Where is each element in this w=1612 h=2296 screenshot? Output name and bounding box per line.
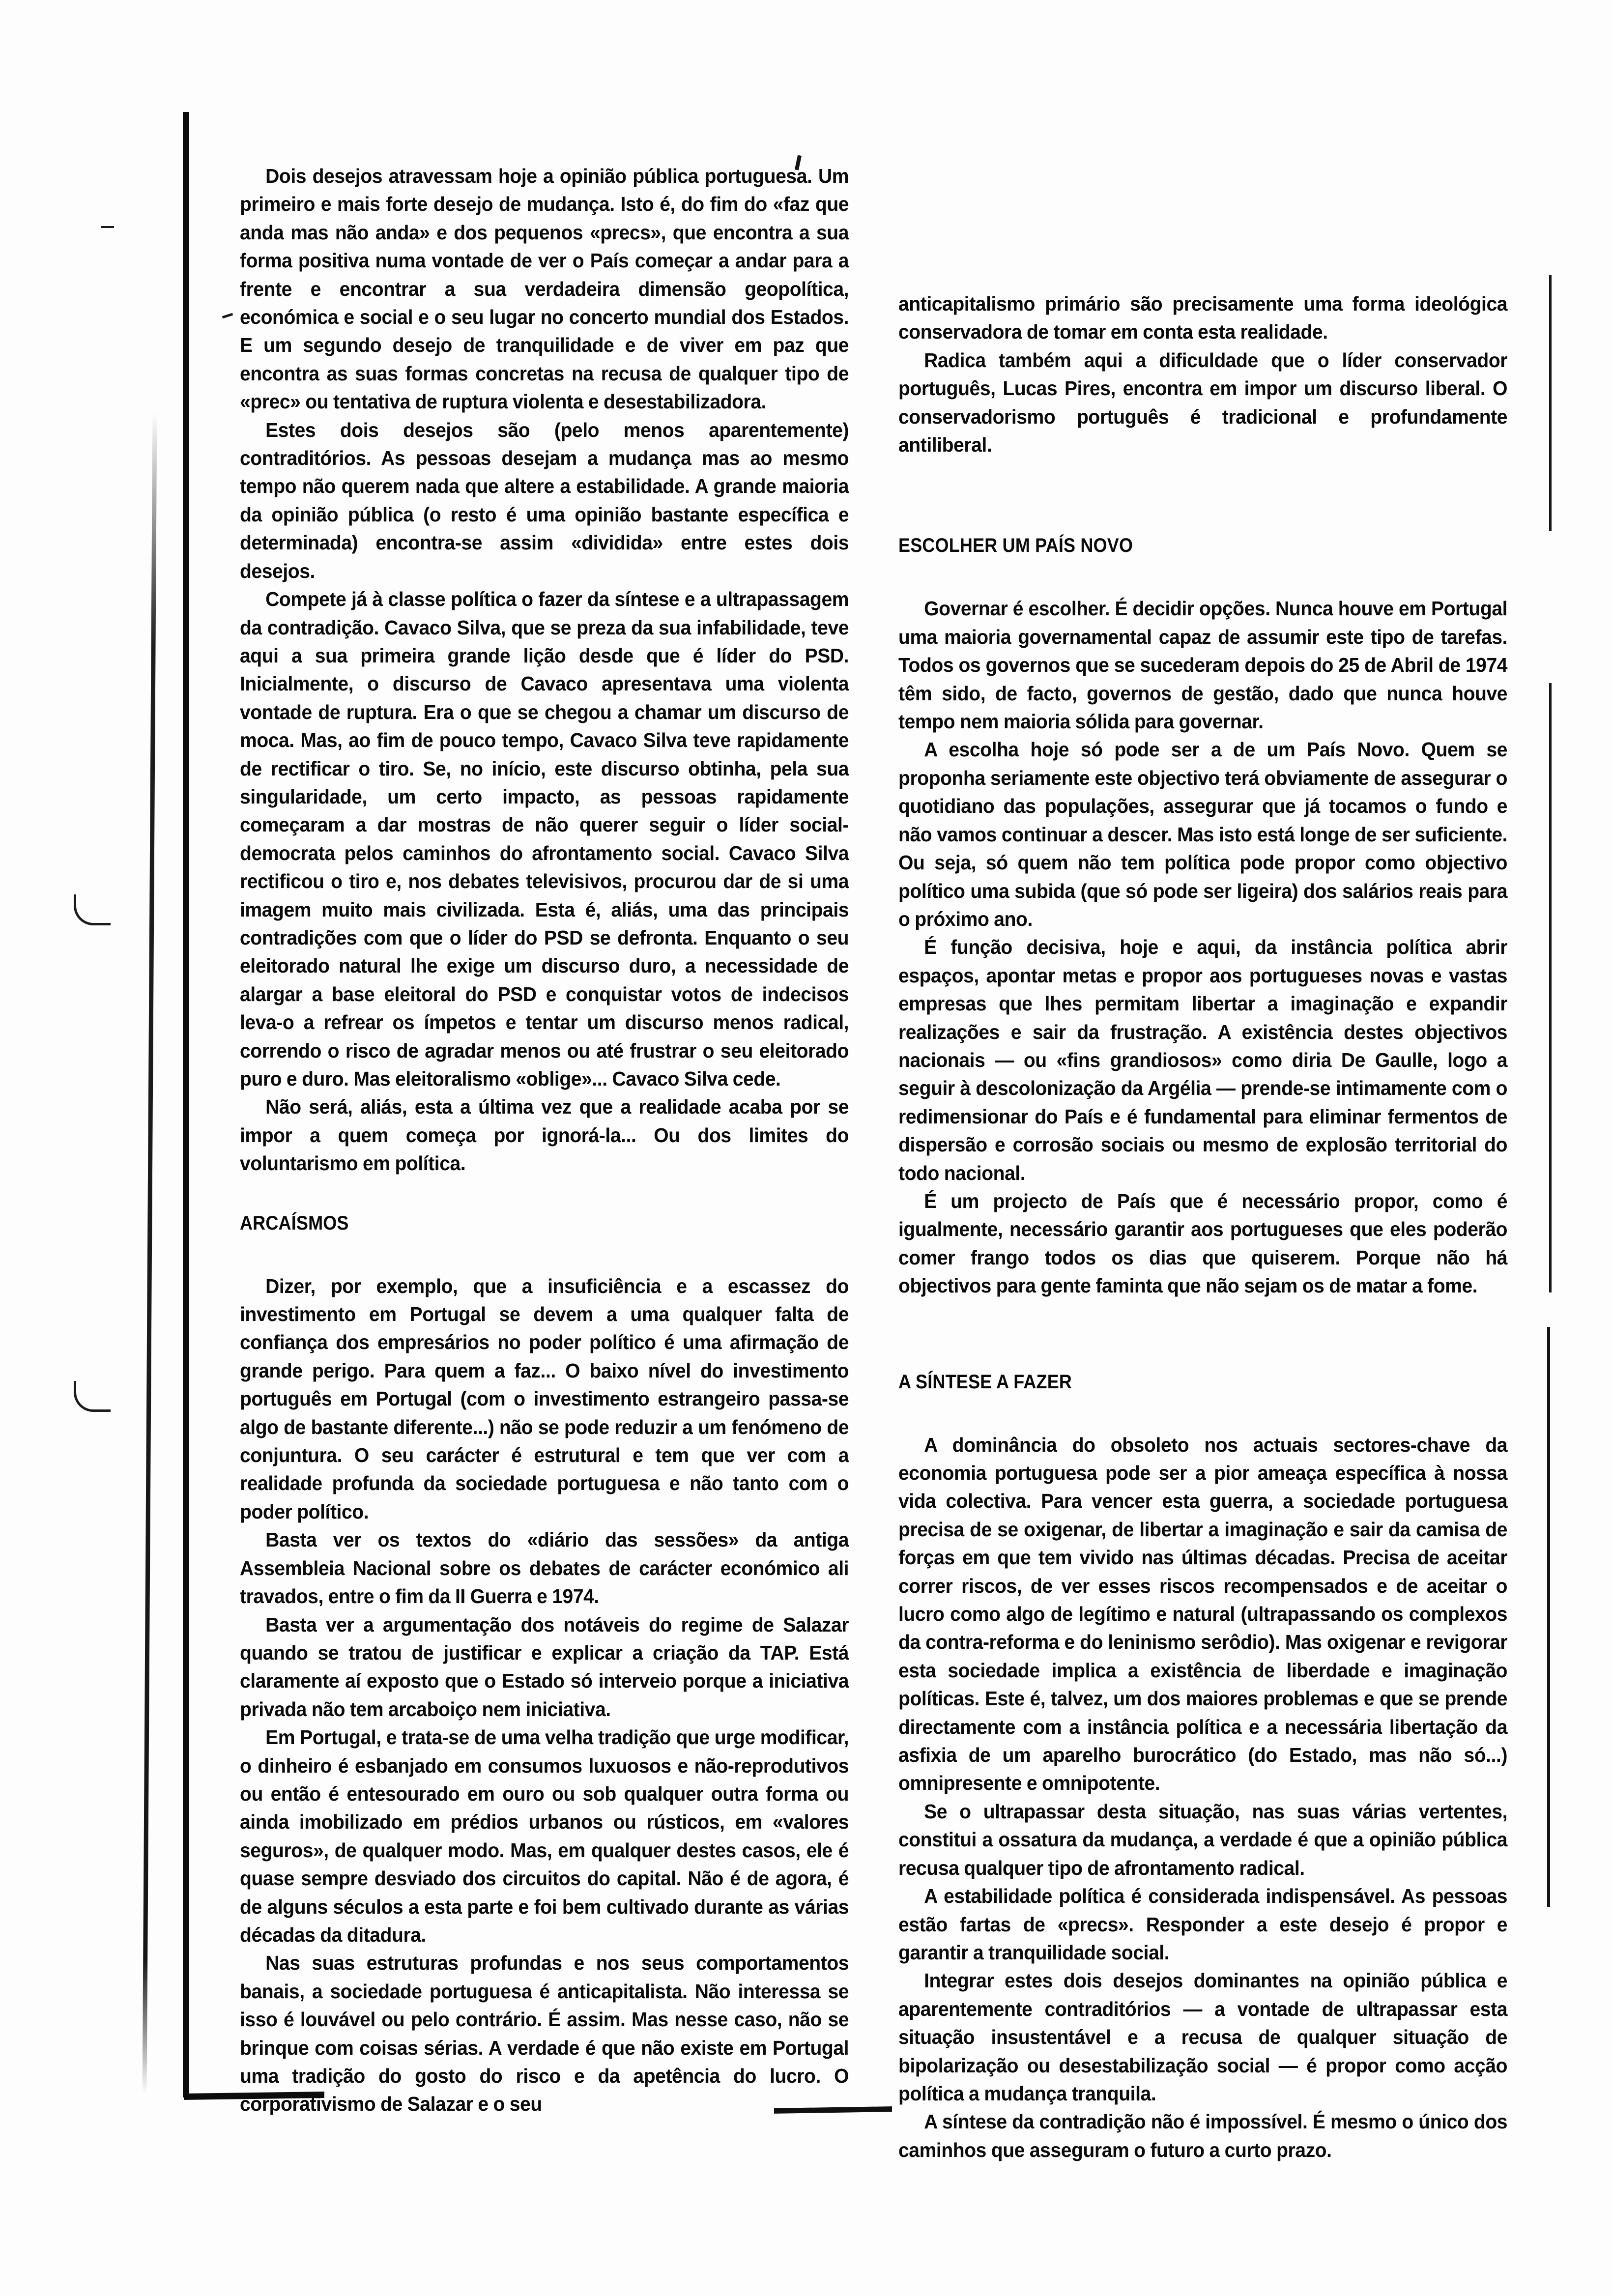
section-heading-a-sintese-a-fazer: A SÍNTESE A FAZER [898, 1371, 1072, 1393]
scan-mark-dash [222, 313, 233, 319]
paragraph: Radica também aqui a dificuldade que o líder conservador português, Lucas Pires, encontra em impor um discurso liberal. O conservadorismo português é tradicional e profundamente antiliberal. [898, 348, 1508, 457]
scan-mark-curve-upper [74, 894, 111, 925]
paragraph: Estes dois desejos são (pelo menos aparentemente) contraditórios. As pessoas desejam a mudança mas ao mesmo tempo não querem nada que altere a estabilidade. A grande maioria da opinião pública (o resto é uma opinião bastante específica e determinada) encontra-se assim «dividida» entre estes dois desejos. [240, 418, 849, 582]
paragraph: É um projecto de País que é necessário propor, como é igualmente, necessário garantir aos portugueses que eles poderão comer frango todos os dias que quiserem. Porque não há objectivos para gente faminta que não sejam os de matar a fome. [898, 1189, 1508, 1297]
paragraph: Dois desejos atravessam hoje a opinião pública portuguesa. Um primeiro e mais forte desejo de mudança. Isto é, do fim do «faz que anda mas não anda» e dos pequenos «precs», que encontra a sua forma positiva numa vontade de ver o País começar a andar para a frente e encontrar a sua verdadeira dimensão geopolítica, económica e social e o seu lugar no concerto mundial dos Estados. E um segundo desejo de tranquilidade e de viver em paz que encontra as suas formas concretas na recusa de qualquer tipo de «prec» ou tentativa de ruptura violenta e desestabilizadora. [240, 165, 849, 413]
paragraph-continued: anticapitalismo primário são precisamente uma forma ideológica conservadora de tomar em conta esta realidade. [898, 292, 1508, 344]
paragraph: Basta ver a argumentação dos notáveis do regime de Salazar quando se tratou de justificar e explicar a criação da TAP. Está claramente aí exposto que o Estado só interveio porque a iniciativa privada não tem arcaboiço nem iniciativa. [240, 1613, 849, 1721]
article-column-right [898, 290, 1529, 2164]
scan-edge-line-left [183, 112, 189, 2097]
scan-edge-line-right-b [1549, 683, 1552, 1292]
spacer [240, 1236, 871, 1272]
scan-mark-tick [101, 226, 114, 228]
spacer [898, 1300, 1529, 1369]
scan-edge-line-right-c [1547, 1327, 1550, 1907]
spacer [898, 558, 1529, 595]
paragraph: A escolha hoje só pode ser a de um País Novo. Quem se proponha seriamente este objectivo terá obviamente de assegurar o quotidiano das populações, assegurar que já tocamos o fundo e não vamos continuar a descer. Mas isto está longe de ser suficiente. Ou seja, só quem não tem política pode propor como objectivo político uma subida (que só pode ser ligeira) dos salários reais para o próximo ano. [898, 738, 1508, 930]
paragraph: Se o ultrapassar desta situação, nas suas várias vertentes, constitui a ossatura da mudança, a verdade é que a opinião pública recusa qualquer tipo de afrontamento radical. [898, 1800, 1508, 1879]
article-column-left [240, 162, 871, 2119]
paragraph: É função decisiva, hoje e aqui, da instância política abrir espaços, apontar metas e propor aos portugueses novas e vastas empresas que lhes permitam libertar a imaginação e expandir realizações e sair da frustração. A existência destes objectivos nacionais — ou «fins grandiosos» como diria De Gaulle, logo a seguir à descolonização da Argélia — prende-se intimamente com o redimensionar do País e é fundamental para eliminar fermentos de dispersão e corrosão sociais ou mesmo de explosão territorial do todo nacional. [898, 936, 1508, 1184]
paragraph: A dominância do obsoleto nos actuais sectores-chave da economia portuguesa pode ser a pior ameaça específica à nossa vida colectiva. Para vencer esta guerra, a sociedade portuguesa precisa de se oxigenar, de libertar a imaginação e sair da camisa de forças em que tem vivido nas últimas décadas. Precisa de aceitar correr riscos, de ver esses riscos recompensados e de aceitar o lucro como algo de legítimo e natural (ultrapassando os complexos da contra-reforma e do leninismo serôdio). Mas oxigenar e revigorar esta sociedade implica a existência de liberdade e imaginação políticas. Este é, talvez, um dos maiores problemas e que se prende directamente com a instância política e a necessária libertação da asfixia de um aparelho burocrático (do Estado, mas não só...) omnipresente e omnipotente. [898, 1433, 1508, 1795]
paragraph: Basta ver os textos do «diário das sessões» da antiga Assembleia Nacional sobre os debates de carácter económico ali travados, entre o fim da II Guerra e 1974. [240, 1528, 849, 1608]
paragraph: Governar é escolher. É decidir opções. Nunca houve em Portugal uma maioria governamental capaz de assumir este tipo de tarefas. Todos os governos que se sucederam depois do 25 de Abril de 1974 têm sido, de facto, governos de gestão, dado que nunca houve tempo nem maioria sólida para governar. [898, 597, 1508, 733]
scan-mark-curve-lower [74, 1381, 111, 1412]
spacer [898, 459, 1529, 533]
section-heading-arcaismos: ARCAÍSMOS [240, 1212, 349, 1234]
paragraph: Não será, aliás, esta a última vez que a realidade acaba por se impor a quem começa por ignorá-la... Ou dos limites do voluntarismo em política. [240, 1095, 849, 1175]
paragraph: Dizer, por exemplo, que a insuficiência e a escassez do investimento em Portugal se devem a uma qualquer falta de confiança dos empresários no poder político é uma afirmação de grande perigo. Para quem a faz... O baixo nível do investimento português em Portugal (com o investimento estrangeiro passa-se algo de bastante diferente...) não se pode reduzir a um fenómeno de conjuntura. O seu carácter é estrutural e tem que ver com a realidade profunda da sociedade portuguesa e não tanto com o poder político. [240, 1274, 849, 1523]
paragraph: Em Portugal, e trata-se de uma velha tradição que urge modificar, o dinheiro é esbanjado em consumos luxuosos e não-reprodutivos ou então é entesourado em ouro ou sob qualquer outra forma ou ainda imobilizado em prédios urbanos ou rústicos, em «valores seguros», de qualquer modo. Mas, em qualquer destes casos, ele é quase sempre desviado dos circuitos do capital. Não é de agora, é de alguns séculos a esta parte e foi bem cultivado durante as várias décadas da ditadura. [240, 1726, 849, 1946]
scan-edge-line-right-a [1549, 275, 1552, 531]
scan-edge-line-left-faint [143, 413, 157, 2094]
paragraph: Nas suas estruturas profundas e nos seus comportamentos banais, a sociedade portuguesa é anticapitalista. Não interessa se isso é louvável ou pelo contrário. É assim. Mas nesse caso, não se brinque com coisas sérias. A verdade é que não existe em Portugal uma tradição do gosto do risco e da apetência do lucro. O corporativismo de Salazar e o seu [240, 1952, 849, 2116]
spacer [240, 1178, 871, 1210]
paragraph: A síntese da contradição não é impossível. É mesmo o único dos caminhos que asseguram o futuro a curto prazo. [898, 2110, 1508, 2161]
paragraph: Integrar estes dois desejos dominantes na opinião pública e aparentemente contraditórios — a vontade de ultrapassar esta situação insustentável e a recusa de qualquer situação de bipolarização ou desestabilização social — é propor como acção política a mudança tranquila. [898, 1969, 1508, 2105]
section-heading-escolher-um-pais-novo: ESCOLHER UM PAÍS NOVO [898, 535, 1133, 557]
paragraph: A estabilidade política é considerada indispensável. As pessoas estão fartas de «precs». Responder a este desejo é propor e garantir a tranquilidade social. [898, 1885, 1508, 1964]
spacer [898, 1395, 1529, 1431]
paragraph: Compete já à classe política o fazer da síntese e a ultrapassagem da contradição. Cavaco Silva, que se preza da sua infabilidade, teve aqui a sua primeira grande lição desde que é líder do PSD. Inicialmente, o discurso de Cavaco apresentava uma violenta vontade de ruptura. Era o que se chegou a chamar um discurso de moca. Mas, ao fim de pouco tempo, Cavaco Silva teve rapidamente de rectificar o tiro. Se, no início, este discurso obtinha, pela sua singularidade, um certo impacto, as pessoas rapidamente começaram a dar mostras de não querer seguir o líder social-democrata pelos caminhos do afrontamento social. Cavaco Silva rectificou o tiro e, nos debates televisivos, procurou dar de si uma imagem muito mais civilizada. Esta é, aliás, uma das principais contradições com que o líder do PSD se defronta. Enquanto o seu eleitorado natural lhe exige um discurso duro, a necessidade de alargar a base eleitoral do PSD e conquistar votos de indecisos leva-o a refrear os ímpetos e tentar um discurso menos radical, correndo o risco de agradar menos ou até frustrar o seu eleitorado puro e duro. Mas eleitoralismo «oblige»... Cavaco Silva cede. [240, 588, 849, 1090]
